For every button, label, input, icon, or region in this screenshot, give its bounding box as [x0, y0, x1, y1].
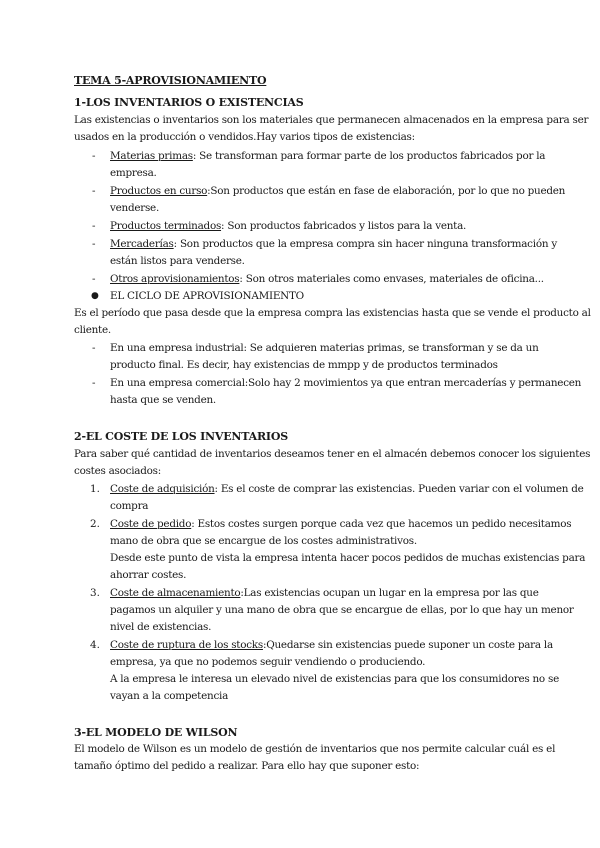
- list-item-term: Otros aprovisionamientos: [110, 273, 240, 285]
- cost-item-term: Coste de pedido: [110, 518, 192, 530]
- list-item: [110, 238, 557, 251]
- section-1-intro-line-1: Las existencias o inventarios son los materiales que permanecen almacenados en la empresa para ser: [74, 114, 589, 126]
- section-3-intro-line-1: El modelo de Wilson es un modelo de gestión de inventarios que nos permite calcular cuál es el: [74, 743, 556, 755]
- cycle-text-line-1: Es el período que pasa desde que la empresa compra las existencias hasta que se vende el producto al: [74, 307, 591, 319]
- list-dash: -: [92, 150, 96, 162]
- list-item-text: : Se transforman para formar parte de los productos fabricados por la: [192, 150, 546, 162]
- list-item-continuation: venderse.: [110, 202, 160, 214]
- list-number: 2.: [90, 518, 100, 530]
- list-dash: -: [92, 273, 96, 285]
- section-2-intro-line-2: costes asociados:: [74, 465, 161, 477]
- list-item-continuation: están listos para venderse.: [110, 255, 245, 267]
- bullet-heading: EL CICLO DE APROVISIONAMIENTO: [110, 290, 304, 302]
- list-item-text: : Son productos que la empresa compra sin hacer ninguna transformación y: [173, 238, 557, 250]
- cost-item-text: : Estos costes surgen porque cada vez que hacemos un pedido necesitamos: [191, 518, 572, 530]
- cost-item-text: :Quedarse sin existencias puede suponer un coste para la: [262, 639, 553, 651]
- cycle-item-1-line-1: En una empresa industrial: Se adquieren materias primas, se transforman y se da un: [110, 342, 539, 354]
- list-item-text: : Son productos fabricados y listos para la venta.: [221, 220, 467, 232]
- list-dash: -: [92, 342, 96, 354]
- cost-item-text: :Las existencias ocupan un lugar en la empresa por las que: [240, 587, 539, 599]
- list-number: 1.: [90, 483, 100, 495]
- list-item: [110, 220, 466, 233]
- cost-item: [110, 518, 571, 531]
- section-1-intro-line-2: usados en la producción o vendidos.Hay varios tipos de existencias:: [74, 131, 415, 143]
- cost-item-continuation: compra: [110, 500, 149, 512]
- section-2-intro-line-1: Para saber qué cantidad de inventarios deseamos tener en el almacén debemos conocer los siguientes: [74, 448, 591, 460]
- list-item: [110, 185, 565, 198]
- list-item-text: :Son productos que están en fase de elaboración, por lo que no pueden: [207, 185, 566, 197]
- cost-item: [110, 639, 553, 652]
- section-3-intro-line-2: tamaño óptimo del pedido a realizar. Para ello hay que suponer esto:: [74, 760, 420, 772]
- cost-item-term: Coste de ruptura de los stocks: [110, 639, 263, 651]
- cost-item-continuation: A la empresa le interesa un elevado nivel de existencias para que los consumidores no se: [110, 673, 559, 685]
- list-item: [110, 273, 544, 286]
- list-number: 3.: [90, 587, 100, 599]
- list-number: 4.: [90, 639, 100, 651]
- cost-item-term: Coste de almacenamiento: [110, 587, 241, 599]
- cost-item: [110, 483, 584, 496]
- cost-item-continuation: pagamos un alquiler y una mano de obra que se encargue de ellas, por lo que hay un menor: [110, 604, 574, 616]
- list-dash: -: [92, 220, 96, 232]
- list-dash: -: [92, 238, 96, 250]
- list-item-term: Productos terminados: [110, 220, 222, 232]
- list-item-term: Mercaderías: [110, 238, 174, 250]
- cost-item: [110, 587, 539, 600]
- cost-item-continuation: empresa, ya que no podemos seguir vendiendo o produciendo.: [110, 656, 426, 668]
- section-3-heading: 3-EL MODELO DE WILSON: [74, 726, 238, 739]
- cycle-item-1-line-2: producto final. Es decir, hay existencias de mmpp y de productos terminados: [110, 359, 498, 371]
- cost-item-continuation: vayan a la competencia: [110, 690, 229, 702]
- list-item-text: : Son otros materiales como envases, materiales de oficina...: [239, 273, 544, 285]
- list-dash: -: [92, 377, 96, 389]
- section-1-heading: 1-LOS INVENTARIOS O EXISTENCIAS: [74, 96, 304, 109]
- cost-item-text: : Es el coste de comprar las existencias. Pueden variar con el volumen de: [214, 483, 584, 495]
- cycle-item-2-line-2: hasta que se venden.: [110, 394, 216, 406]
- cost-item-continuation: Desde este punto de vista la empresa intenta hacer pocos pedidos de muchas existencias para: [110, 552, 586, 564]
- cost-item-continuation: ahorrar costes.: [110, 569, 187, 581]
- cycle-text-line-2: cliente.: [74, 324, 111, 336]
- list-item-term: Productos en curso: [110, 185, 208, 197]
- bullet-icon: ●: [91, 291, 99, 301]
- cost-item-continuation: mano de obra que se encargue de los costes administrativos.: [110, 535, 417, 547]
- section-2-heading: 2-EL COSTE DE LOS INVENTARIOS: [74, 430, 288, 443]
- list-item-continuation: empresa.: [110, 167, 157, 179]
- list-item: [110, 150, 545, 163]
- cost-item-term: Coste de adquisición: [110, 483, 215, 495]
- list-item-term: Materias primas: [110, 150, 193, 162]
- list-dash: -: [92, 185, 96, 197]
- document-title: TEMA 5-APROVISIONAMIENTO: [74, 74, 267, 87]
- cycle-item-2-line-1: En una empresa comercial:Solo hay 2 movimientos ya que entran mercaderías y permanecen: [110, 377, 582, 389]
- cost-item-continuation: nivel de existencias.: [110, 621, 212, 633]
